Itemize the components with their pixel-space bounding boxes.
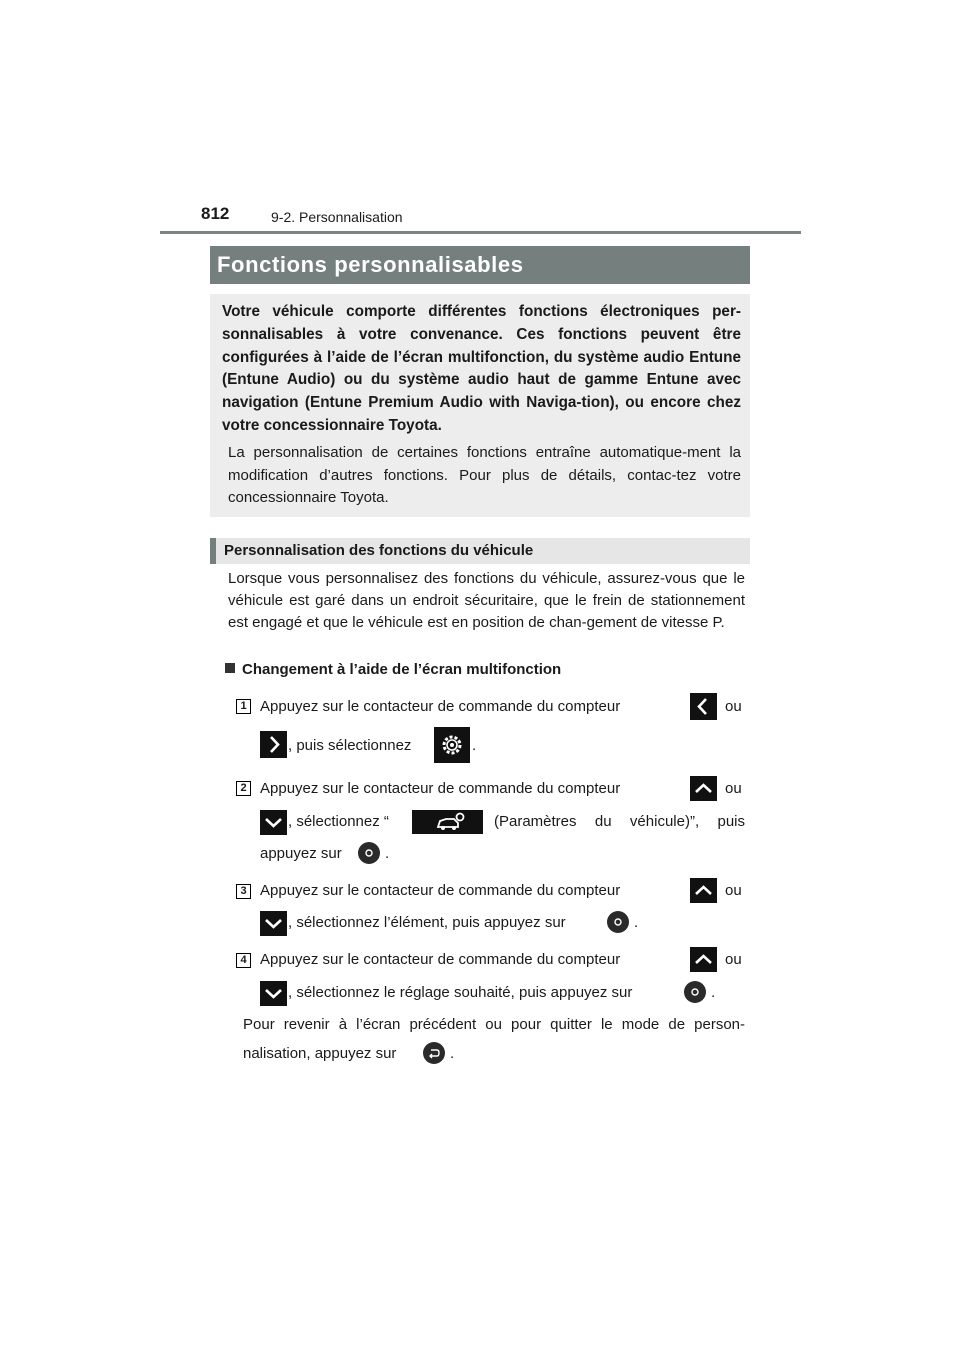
enter-knob-icon — [358, 842, 380, 864]
enter-knob-icon — [684, 981, 706, 1003]
step-number-3: 3 — [236, 884, 251, 899]
step-3-line-2: , sélectionnez l’élément, puis appuyez sur — [288, 914, 566, 931]
section-name: 9-2. Personnalisation — [271, 209, 403, 225]
step-number-1: 1 — [236, 699, 251, 714]
step-1-line-1: Appuyez sur le contacteur de commande du compteur — [260, 698, 621, 715]
return-note-end: . — [450, 1045, 455, 1062]
return-note-line-1: Pour revenir à l’écran précédent ou pour quitter le mode de person- — [243, 1016, 745, 1033]
chevron-right-icon — [260, 731, 287, 758]
chevron-up-icon — [690, 776, 717, 801]
step-3-line-1: Appuyez sur le contacteur de commande du compteur — [260, 882, 621, 899]
settings-gear-icon — [434, 727, 470, 763]
chevron-down-icon — [260, 981, 287, 1006]
step-1-end: . — [472, 737, 477, 754]
vehicle-settings-icon — [412, 810, 483, 834]
enter-knob-icon — [607, 911, 629, 933]
chevron-left-icon — [690, 693, 717, 720]
step-number-4: 4 — [236, 953, 251, 968]
bullet-heading-text: Changement à l’aide de l’écran multifonction — [242, 661, 562, 678]
chevron-up-icon — [690, 878, 717, 903]
step-2-ou: ou — [725, 780, 742, 797]
step-2-line-2b: (Paramètres du véhicule)”, puis — [494, 813, 745, 830]
page-number: 812 — [201, 204, 230, 223]
step-2-end: . — [385, 845, 390, 862]
step-3-ou: ou — [725, 882, 742, 899]
step-2-line-1: Appuyez sur le contacteur de commande du compteur — [260, 780, 621, 797]
step-3-end: . — [634, 914, 639, 931]
step-2-line-3: appuyez sur — [260, 845, 342, 862]
intro-box — [210, 294, 750, 517]
step-number-2: 2 — [236, 781, 251, 796]
subsection-paragraph: Lorsque vous personnalisez des fonctions du véhicule, assurez-vous que le véhicule est garé dans un endroit sécuritaire, que le frein de stationnement est engagé et que le véhicule est en position de chan-gement de vitesse P. — [228, 570, 745, 632]
return-note-line-2: nalisation, appuyez sur — [243, 1045, 397, 1062]
step-2-line-2a: , sélectionnez “ — [288, 813, 389, 830]
header-rule — [160, 231, 801, 234]
intro-bold-text: Votre véhicule comporte différentes fonctions électroniques per-sonnalisables à votre convenance. Ces fonctions peuvent être configurées à l’aide de l’écran multifonction, du système audio Entune (Entune Audio) ou du système audio haut de gamme Entune avec navigation (Entune Premium Audio with Naviga-tion), ou encore chez votre concessionnaire Toyota. — [222, 303, 741, 434]
subsection-heading: Personnalisation des fonctions du véhicule — [210, 538, 750, 564]
page-title: Fonctions personnalisables — [210, 246, 750, 284]
bullet-square-icon — [225, 663, 235, 673]
chevron-down-icon — [260, 911, 287, 936]
step-4-end: . — [711, 984, 716, 1001]
step-4-ou: ou — [725, 951, 742, 968]
chevron-up-icon — [690, 947, 717, 972]
back-button-icon — [423, 1042, 445, 1064]
step-4-line-1: Appuyez sur le contacteur de commande du compteur — [260, 951, 621, 968]
step-1-ou: ou — [725, 698, 742, 715]
bullet-heading — [225, 661, 561, 678]
chevron-down-icon — [260, 810, 287, 835]
step-4-line-2: , sélectionnez le réglage souhaité, puis appuyez sur — [288, 984, 633, 1001]
intro-note-text: La personnalisation de certaines fonctions entraîne automatique-ment la modification d’autres fonctions. Pour plus de détails, contac-tez votre concessionnaire Toyota. — [228, 443, 741, 507]
step-1-line-2: , puis sélectionnez — [288, 737, 412, 754]
